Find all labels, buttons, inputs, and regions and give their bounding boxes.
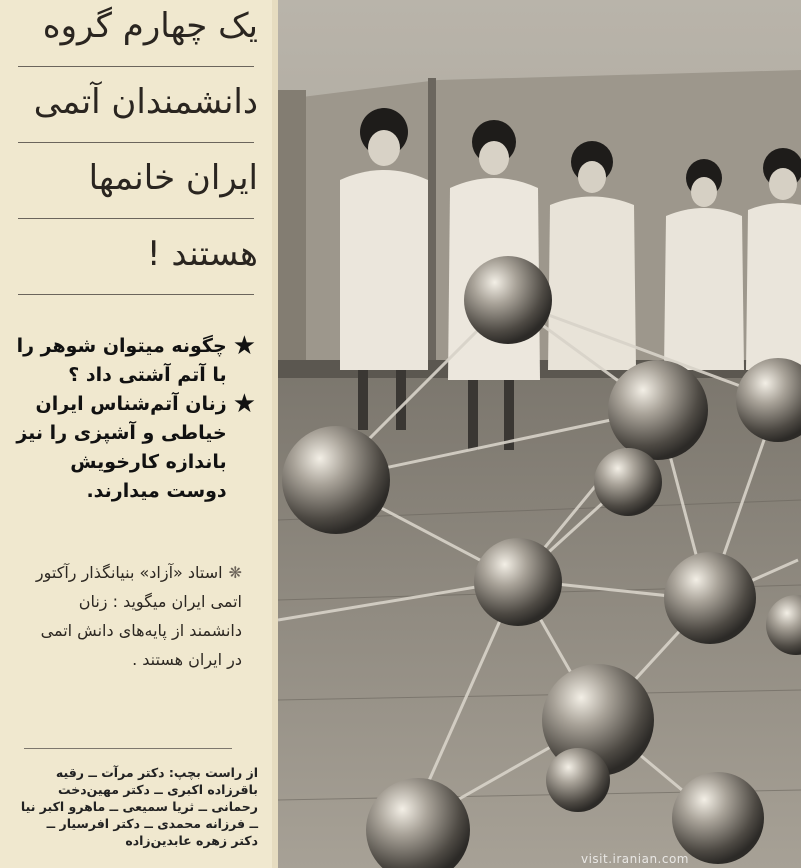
bullet-item	[12, 332, 256, 390]
headline-rule-1	[18, 66, 254, 67]
star-icon: ★	[232, 389, 256, 419]
star-icon: ★	[232, 331, 256, 361]
headline-line-3: ایران خانمها	[88, 158, 258, 198]
photo-women-scientists	[278, 0, 801, 868]
caption-rule	[24, 748, 232, 749]
watermark-text: visit.iranian.com	[580, 852, 689, 866]
headline-rule-4	[18, 294, 254, 295]
bullet-text: چگونه میتوان شوهر را با آتم آشتی داد ؟	[16, 335, 227, 386]
photo-caption: از راست بچپ: دکتر مرآت ــ رقیه باقرزاده اکبری ــ دکتر مهین‌دخت رحمانی ــ ثریا سمیعی ــ ماهرو اکبر نیا ــ فرزانه محمدی ــ دکتر افرسیار ــ دکتر زهره عابدین‌زاده	[20, 765, 258, 848]
headline-line-2: دانشمندان آتمی	[33, 82, 258, 122]
headline-rule-2	[18, 142, 254, 143]
article-text-column	[0, 0, 272, 868]
headline-line-1: یک چهارم گروه	[42, 6, 258, 46]
bullet-item	[12, 390, 256, 506]
headline-rule-3	[18, 218, 254, 219]
quote-paragraph	[26, 558, 242, 674]
headline-line-4: هستند !	[146, 234, 258, 274]
asterisk-icon: ❋	[228, 563, 242, 582]
bullet-list	[12, 332, 256, 506]
quote-text: استاد «آزاد» بنیانگذار رآکتور اتمی ایران میگوید : زنان دانشمند از پایه‌های دانش اتمی در ایران هستند .	[35, 563, 242, 669]
bullet-text: زنان آتم‌شناس ایران خیاطی و آشپزی را نیز باندازه کارخویش دوست میدارند.	[16, 393, 227, 502]
